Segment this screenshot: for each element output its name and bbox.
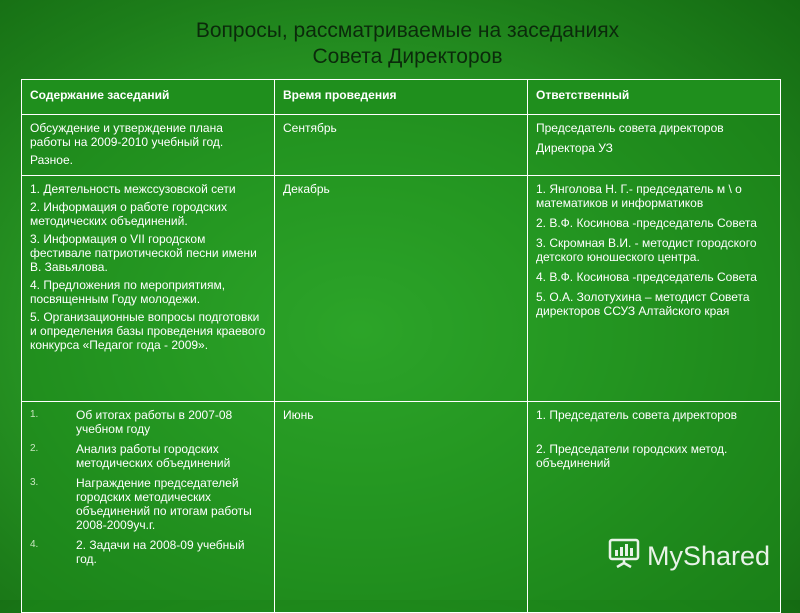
responsible-cell (528, 402, 781, 613)
responsible-item: 3. Скромная В.И. - методист городского детского юношеского центра. (536, 236, 757, 264)
header-time: Время проведения (275, 80, 528, 115)
slide-title-line-2: Совета Директоров (312, 45, 503, 68)
table-row (22, 402, 781, 613)
watermark-text: MyShared (647, 540, 771, 571)
meetings-table (21, 79, 781, 613)
content-item: 2. Информация о работе городских методических объединений. (30, 200, 227, 228)
content-cell (22, 176, 275, 402)
header-responsible: Ответственный (528, 80, 781, 115)
item-text: Награждение председателей городских методических объединений по итогам работы 2008-2009уч.г. (76, 476, 252, 532)
time-cell: Сентябрь (275, 115, 528, 176)
content-item: Обсуждение и утверждение плана работы на 2009-2010 учебный год. (30, 121, 224, 149)
content-cell (22, 402, 275, 613)
slide-title-line-1: Вопросы, рассматриваемые на заседаниях (195, 19, 620, 42)
numbered-item (30, 408, 266, 436)
numbered-item (30, 538, 266, 566)
numbered-item (30, 476, 266, 532)
slide-title (0, 18, 800, 70)
content-item: 5. Организационные вопросы подготовки и определения базы проведения краевого конкурса «Педагог года - 2009». (30, 310, 266, 352)
table-header-row (22, 80, 781, 115)
presentation-board-icon (607, 536, 641, 577)
content-item: 4. Предложения по мероприятиям, посвященным Году молодежи. (30, 278, 226, 306)
responsible-item: Председатель совета директоров (536, 121, 724, 135)
content-item: 3. Информация о VII городском фестивале патриотической песни имени В. Завьялова. (30, 232, 257, 274)
item-number: 3. (30, 477, 39, 488)
item-number: 4. (30, 539, 39, 550)
responsible-cell (528, 176, 781, 402)
responsible-item: Директора УЗ (536, 141, 613, 155)
item-number: 1. (30, 409, 39, 420)
table-row (22, 176, 781, 402)
watermark (607, 536, 782, 576)
item-text: 2. Задачи на 2008-09 учебный год. (76, 538, 245, 566)
item-text: Об итогах работы в 2007-08 учебном году (76, 408, 233, 436)
header-content: Содержание заседаний (22, 80, 275, 115)
responsible-item: 2. В.Ф. Косинова -председатель Совета (536, 216, 757, 230)
table-row (22, 115, 781, 176)
responsible-item: 2. Председатели городских метод. объединений (536, 442, 728, 470)
item-text: Анализ работы городских методических объединений (76, 442, 231, 470)
numbered-item (30, 442, 266, 470)
content-cell (22, 115, 275, 176)
time-cell: Июнь (275, 402, 528, 613)
responsible-item: 4. В.Ф. Косинова -председатель Совета (536, 270, 757, 284)
content-item: 1. Деятельность межссузовской сети (30, 182, 236, 196)
responsible-item: 1. Янголова Н. Г.- председатель м \ о математиков и информатиков (536, 182, 742, 210)
responsible-item: 1. Председатель совета директоров (536, 408, 737, 422)
item-number: 2. (30, 443, 39, 454)
responsible-cell (528, 115, 781, 176)
responsible-item: 5. О.А. Золотухина – методист Совета директоров ССУЗ Алтайского края (536, 290, 750, 318)
time-cell: Декабрь (275, 176, 528, 402)
content-item: Разное. (30, 153, 73, 167)
